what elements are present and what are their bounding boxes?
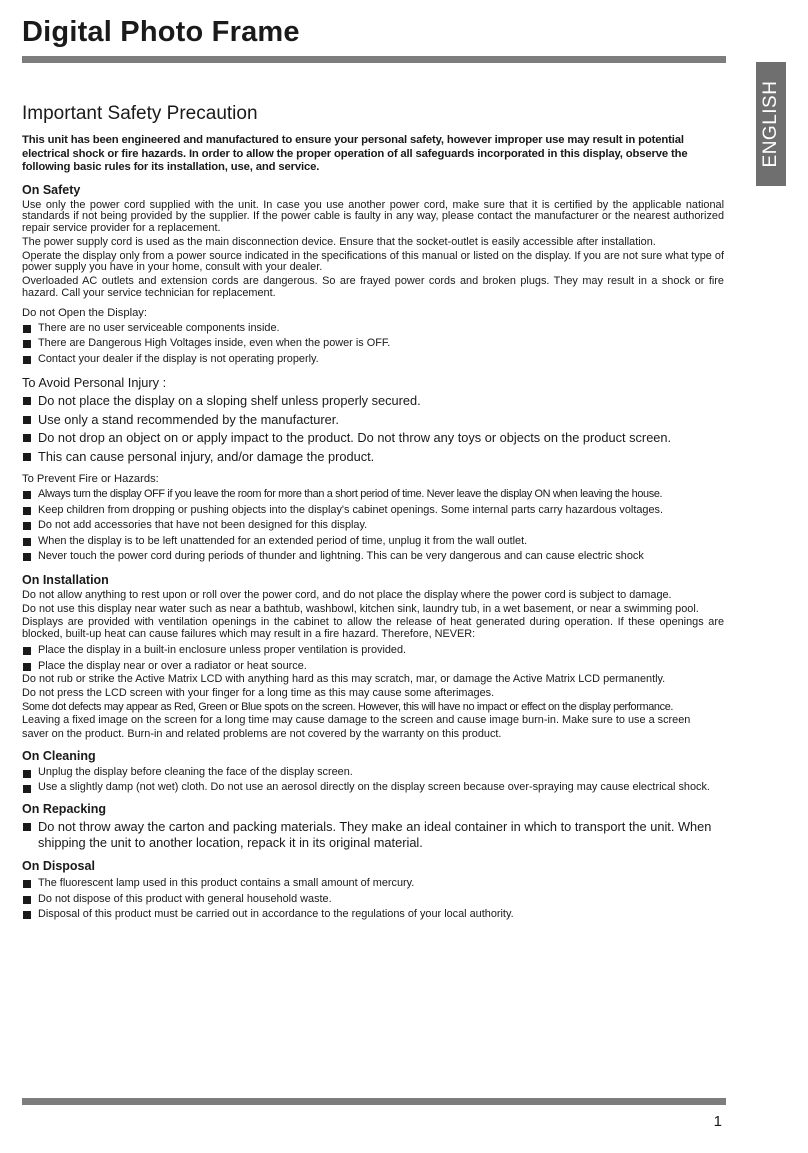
list-item: There are no user serviceable components inside. (22, 321, 724, 337)
avoid-injury-label: To Avoid Personal Injury : (22, 375, 167, 391)
list-item: Unplug the display before cleaning the face of the display screen. (22, 766, 724, 779)
list-item: There are Dangerous High Voltages inside, even when the power is OFF. (22, 336, 724, 352)
on-safety-heading: On Safety (22, 182, 81, 197)
paragraph: Do not press the LCD screen with your finger for a long time as this may cause some afterimages. (22, 686, 495, 699)
list-item: Do not place the display on a sloping shelf unless properly secured. (22, 392, 724, 411)
list-item: Do not add accessories that have not been designed for this display. (22, 518, 724, 534)
paragraph: The power supply cord is used as the main disconnection device. Ensure that the socket-outlet is easily accessible after installation. (22, 235, 656, 248)
list-item: Use only a stand recommended by the manufacturer. (22, 411, 724, 430)
on-repacking-section (22, 802, 724, 851)
do-not-open-label: Do not Open the Display: (22, 306, 147, 319)
on-cleaning-section (22, 749, 724, 794)
list-item: The fluorescent lamp used in this product contains a small amount of mercury. (22, 876, 724, 892)
repacking-list (22, 819, 724, 851)
on-repacking-heading: On Repacking (22, 802, 107, 817)
paragraph: Do not allow anything to rest upon or roll over the power cord, and do not place the display where the power cord is subject to damage. (22, 588, 672, 601)
on-installation-section (22, 573, 724, 741)
on-installation-heading: On Installation (22, 572, 109, 587)
on-disposal-heading: On Disposal (22, 859, 95, 874)
list-item: This can cause personal injury, and/or damage the product. (22, 448, 724, 467)
never-list (22, 643, 724, 674)
paragraph: Do not use this display near water such as near a bathtub, washbowl, kitchen sink, laundry tub, in a wet basement, or near a swimming pool. (22, 602, 699, 615)
paragraph: Overloaded AC outlets and extension cords are dangerous. So are frayed power cords and broken plugs. They may result in a shock or fire hazard. Call your service technician for replacement. (22, 275, 724, 300)
prevent-fire-label: To Prevent Fire or Hazards: (22, 473, 159, 486)
footer-rule (22, 1098, 726, 1105)
list-item: Keep children from dropping or pushing objects into the display's cabinet openings. Some internal parts carry hazardous voltages. (22, 503, 724, 519)
header-rule (22, 56, 726, 63)
paragraph: Some dot defects may appear as Red, Green or Blue spots on the screen. However, this will have no impact or effect on the display performance. (22, 700, 674, 713)
document-title: Digital Photo Frame (22, 16, 300, 48)
paragraph: Leaving a fixed image on the screen for a long time may cause damage to the screen and cause image burn-in. Make sure to use a screen (22, 714, 691, 727)
paragraph: Do not rub or strike the Active Matrix LCD with anything hard as this may scratch, mar, or damage the Active Matrix LCD permanently. (22, 673, 666, 686)
intro-paragraph: This unit has been engineered and manufactured to ensure your personal safety, however improper use may result in potential electrical shock or fire hazards. In order to allow the proper operation of all safeguards incorporated in this display, observe the following basic rules for its installation, use, and service. (22, 134, 688, 173)
paragraph: Use only the power cord supplied with the unit. In case you use another power cord, make sure that it is certified by the applicable national standards if not being provided by the supplier. If the power cable is faulty in any way, please contact the manufacturer or the nearest authorized repair service provider for a replacement. (22, 198, 724, 235)
prevent-fire-list (22, 487, 724, 565)
list-item: Do not dispose of this product with general household waste. (22, 892, 724, 908)
language-tab (756, 62, 786, 186)
on-disposal-section (22, 859, 724, 923)
on-cleaning-heading: On Cleaning (22, 749, 96, 764)
main-content (22, 103, 724, 923)
list-item: Place the display in a built-in enclosure unless proper ventilation is provided. (22, 643, 724, 659)
list-item: Contact your dealer if the display is not operating properly. (22, 352, 724, 368)
section-title: Important Safety Precaution (22, 103, 258, 124)
avoid-injury-list (22, 392, 724, 466)
do-not-open-list (22, 321, 724, 368)
paragraph: saver on the product. Burn-in and related problems are not covered by the warranty on this product. (22, 728, 502, 741)
list-item: Disposal of this product must be carried out in accordance to the regulations of your local authority. (22, 907, 724, 923)
list-item: Never touch the power cord during periods of thunder and lightning. This can be very dangerous and can cause electric shock (22, 549, 724, 565)
list-item: Use a slightly damp (not wet) cloth. Do not use an aerosol directly on the display screen because over-spraying may cause electrical shock. (22, 781, 724, 794)
language-tab-label: ENGLISH (760, 80, 781, 168)
paragraph: Displays are provided with ventilation openings in the cabinet to allow the release of heat generated during operation. If these openings are blocked, built-up heat can cause failures which may result in a fire hazard. Therefore, NEVER: (22, 616, 724, 641)
cleaning-list (22, 766, 724, 794)
on-safety-section (22, 183, 724, 565)
list-item: Do not throw away the carton and packing materials. They make an ideal container in which to transport the unit. When shipping the unit to another location, repack it in its original material. (22, 819, 724, 851)
list-item: When the display is to be left unattended for an extended period of time, unplug it from the wall outlet. (22, 534, 724, 550)
list-item: Place the display near or over a radiator or heat source. (22, 659, 724, 675)
list-item: Always turn the display OFF if you leave the room for more than a short period of time. Never leave the display ON when leaving the house. (22, 487, 724, 503)
list-item: Do not drop an object on or apply impact to the product. Do not throw any toys or objects on the product screen. (22, 429, 724, 448)
page-number: 1 (713, 1113, 722, 1130)
paragraph: Operate the display only from a power source indicated in the specifications of this manual or listed on the display. If you are not sure what type of power supply you have in your home, consult with your dealer. (22, 249, 724, 274)
disposal-list (22, 876, 724, 923)
